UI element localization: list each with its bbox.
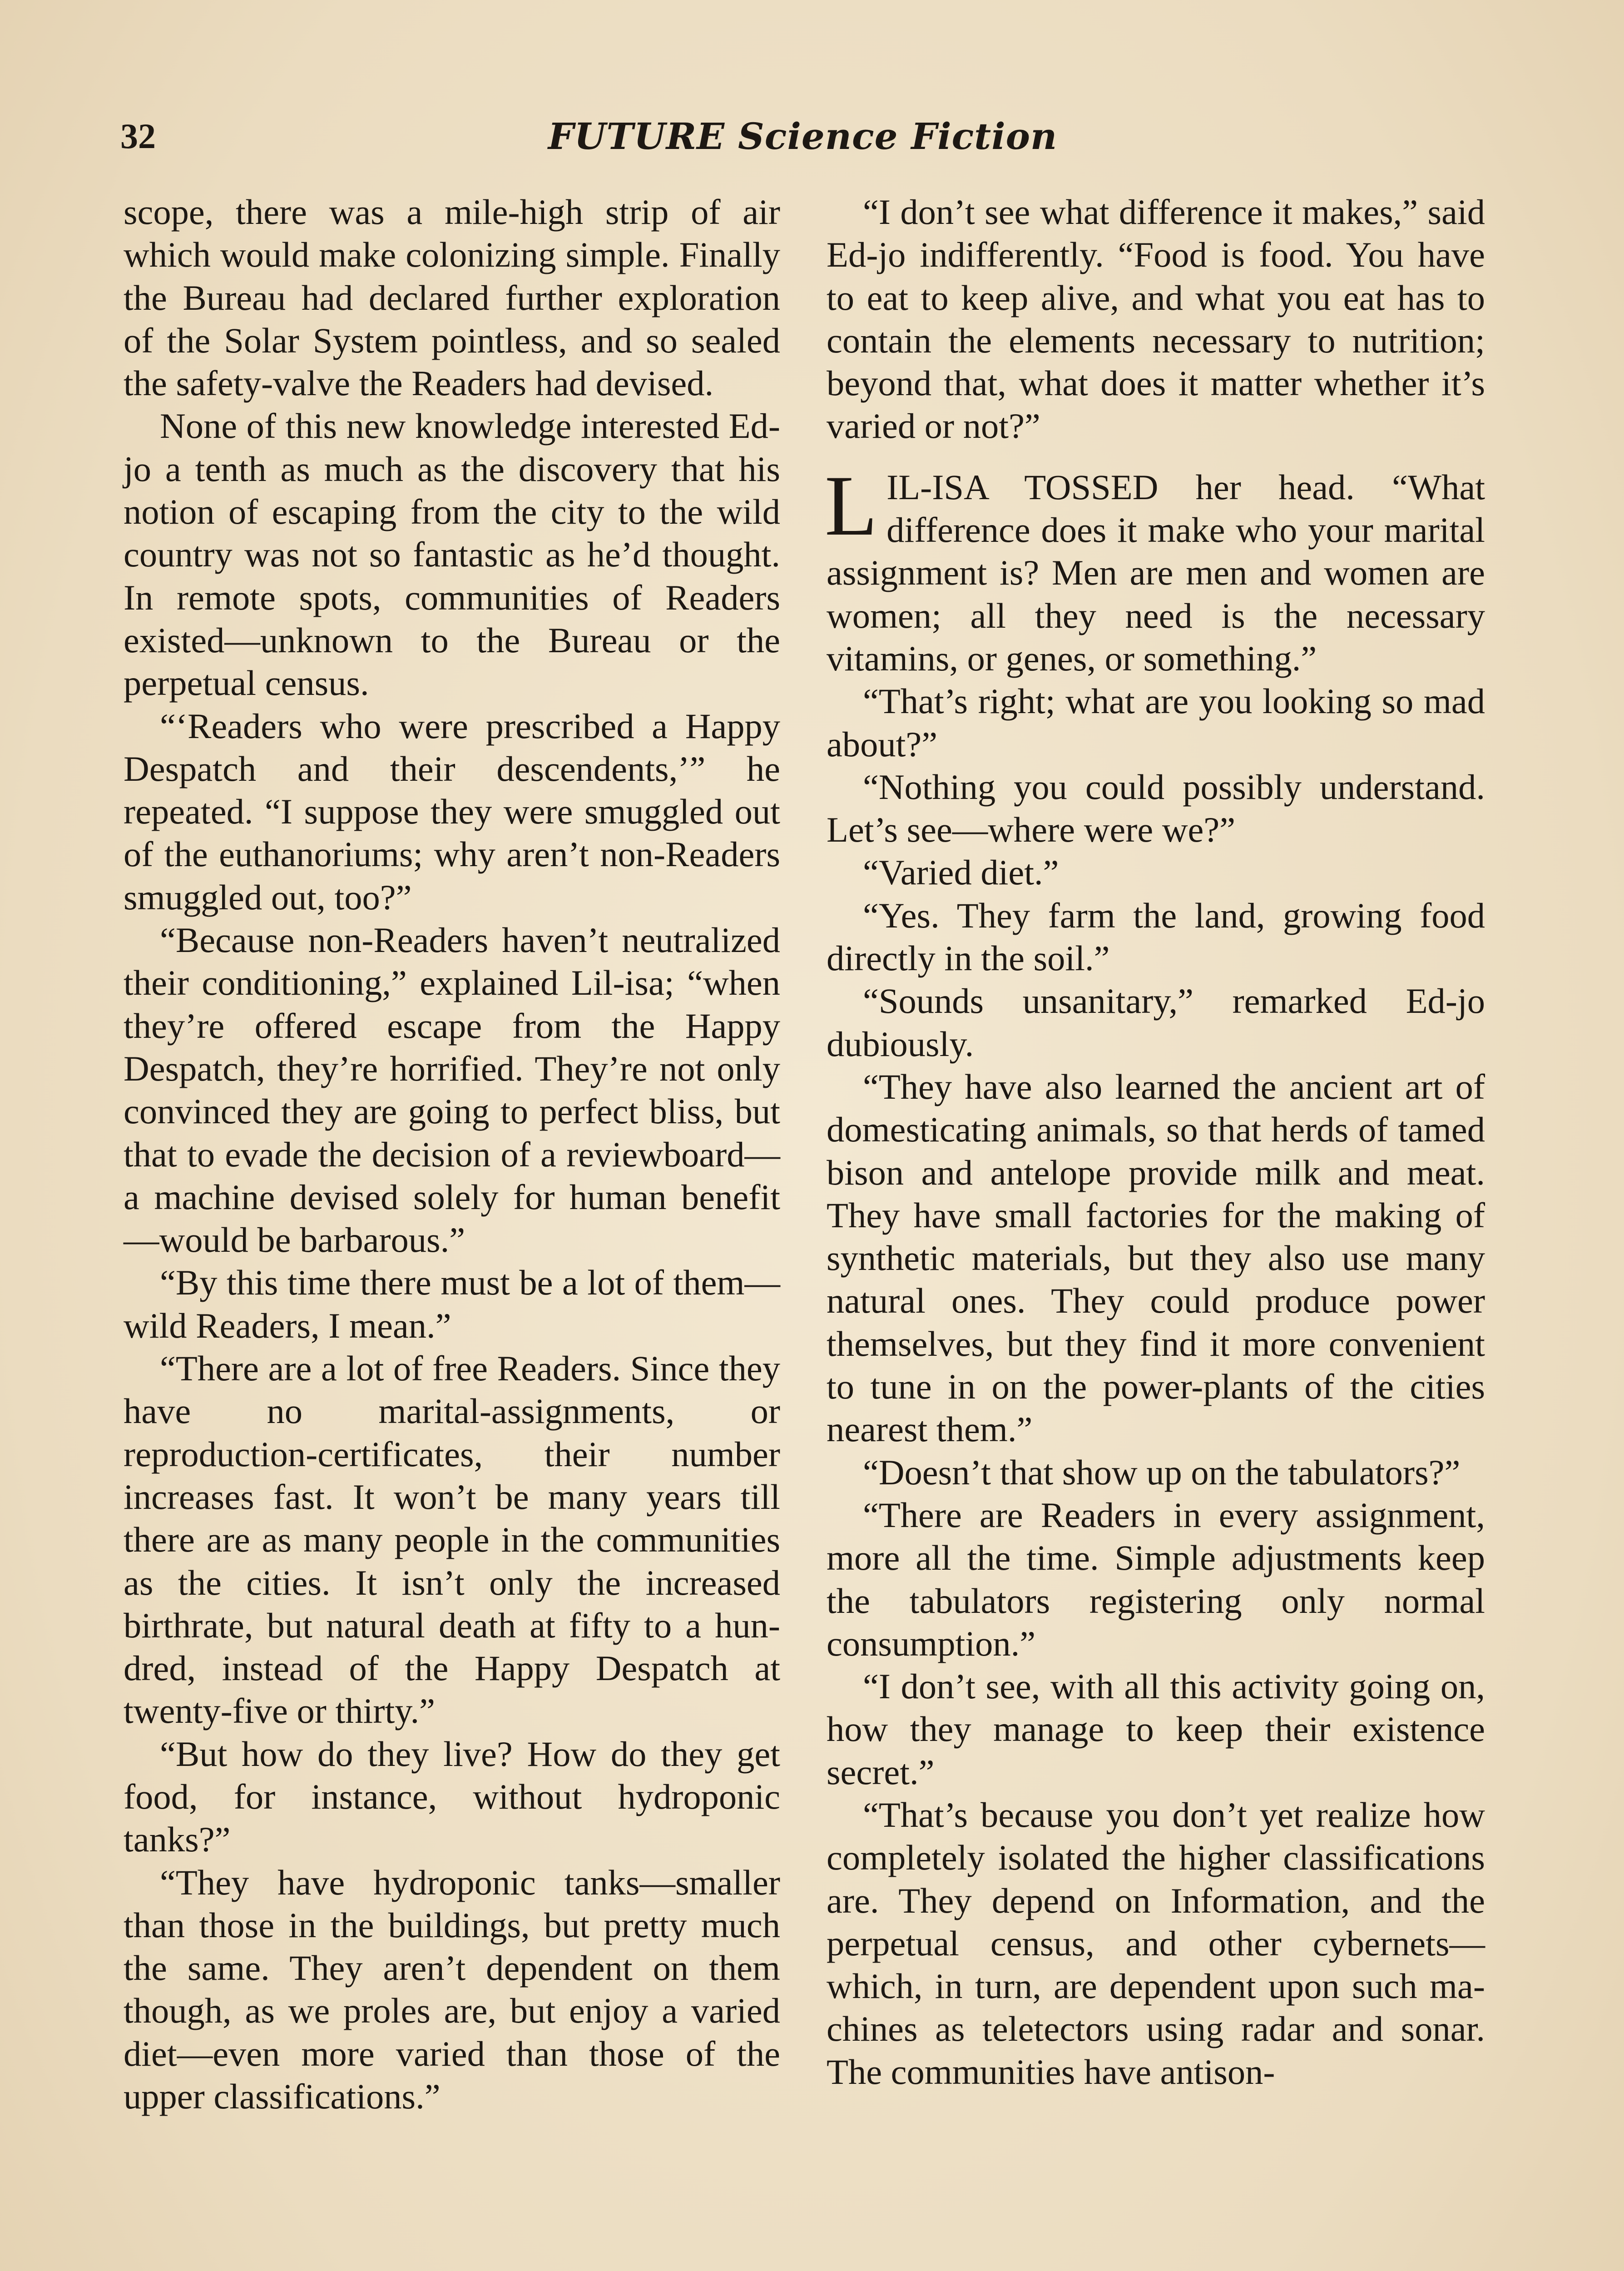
paragraph: “Nothing you could possibly understand. Let’s see—where were we?” <box>827 767 1485 850</box>
paragraph: “Doesn’t that show up on the tabulators?” <box>863 1452 1461 1492</box>
paragraph: “That’s because you don’t yet realize how completely isolated the higher classifications are. They depend on Information, and the perpetual census, and other cybernets—which, in turn, are dependent upon such machines as teletectors using radar and sonar. The communities have antison- <box>827 1795 1485 2092</box>
paragraph: “Varied diet.” <box>863 853 1059 893</box>
paragraph: “They have also learned the ancient art of domesticating animals, so that herds of tamed bison and antelope provide milk and meat. They have small factories for the making of synthetic materials, but they also use many natural ones. They could produce power themselves, but they find it more convenient to tune in on the power-plants of the cities nearest them.” <box>827 1066 1485 1449</box>
paragraph: scope, there was a mile-high strip of air which would make colonizing simple. Finally the Bureau had declared further exploration of the Solar System pointless, and so sealed the safety-valve the Readers had devised. <box>124 192 780 403</box>
paragraph: “I don’t see what difference it makes,” said Ed-jo indifferently. “Food is food. You have to eat to keep alive, and what you eat has to contain the elements necessary to nutrition; beyond that, what does it matter whether it’s varied or not?” <box>827 192 1485 446</box>
page-header <box>120 111 1485 161</box>
paragraph: “That’s right; what are you looking so mad about?” <box>827 681 1485 764</box>
paragraph: None of this new knowledge interested Ed-jo a tenth as much as the discovery that his notion of escaping from the city to the wild country was not so fantastic as he’d thought. In remote spots, communities of Readers existed—unknown to the Bureau or the perpetual census. <box>124 406 780 703</box>
paragraph: “But how do they live? How do they get food, for instance, without hydroponic tanks?” <box>124 1734 780 1859</box>
paragraph: “Sounds unsanitary,” remarked Ed-jo dubiously. <box>827 981 1485 1064</box>
right-column <box>827 191 1485 2093</box>
drop-cap: L <box>825 458 878 554</box>
page-number: 32 <box>120 116 156 156</box>
paragraph: “There are Readers in every assignment, more all the time. Simple adjustments keep the tabulators registering only normal consumption.” <box>827 1495 1485 1663</box>
section-opening-paragraph <box>825 458 1485 680</box>
left-column <box>124 191 780 2118</box>
paragraph-text: IL-ISA TOSSED her head. “What difference does it make who your marital assignment is? Men are men and women are women; all they need is the necessary vitamins, or genes, or something.” <box>827 467 1485 678</box>
paragraph: “There are a lot of free Readers. Since they have no marital-assignments, or reproduction-certificates, their number increases fast. It won’t be many years till there are as many people in the communities as the cities. It isn’t only the increased birthrate, but natural death at fifty to a hundred, instead of the Happy Despatch at twenty-five or thirty.” <box>124 1349 780 1731</box>
paragraph: “Yes. They farm the land, growing food directly in the soil.” <box>827 895 1485 978</box>
paragraph: “By this time there must be a lot of them—wild Readers, I mean.” <box>124 1263 780 1345</box>
running-head: FUTURE Science Fiction <box>548 115 1058 158</box>
paragraph: “Because non-Readers haven’t neutralized their conditioning,” explained Lil-isa; “when they’re offered escape from the Happy Despatch, they’re horrified. They’re not only convinced they are going to perfect bliss, but that to evade the decision of a reviewboard—a machine devised solely for human benefit—would be barbarous.” <box>124 920 780 1260</box>
paragraph: “‘Readers who were prescribed a Happy Despatch and their descendents,’” he repeated. “I suppose they were smuggled out of the euthanoriums; why aren’t non-Readers smuggled out, too?” <box>124 706 780 917</box>
paragraph: “They have hydroponic tanks—smaller than those in the buildings, but pretty much the same. They aren’t dependent on them though, as we proles are, but enjoy a varied diet—even more varied than those of the upper classifications.” <box>124 1862 780 2117</box>
paragraph: “I don’t see, with all this activity going on, how they manage to keep their existence secret.” <box>827 1666 1485 1792</box>
